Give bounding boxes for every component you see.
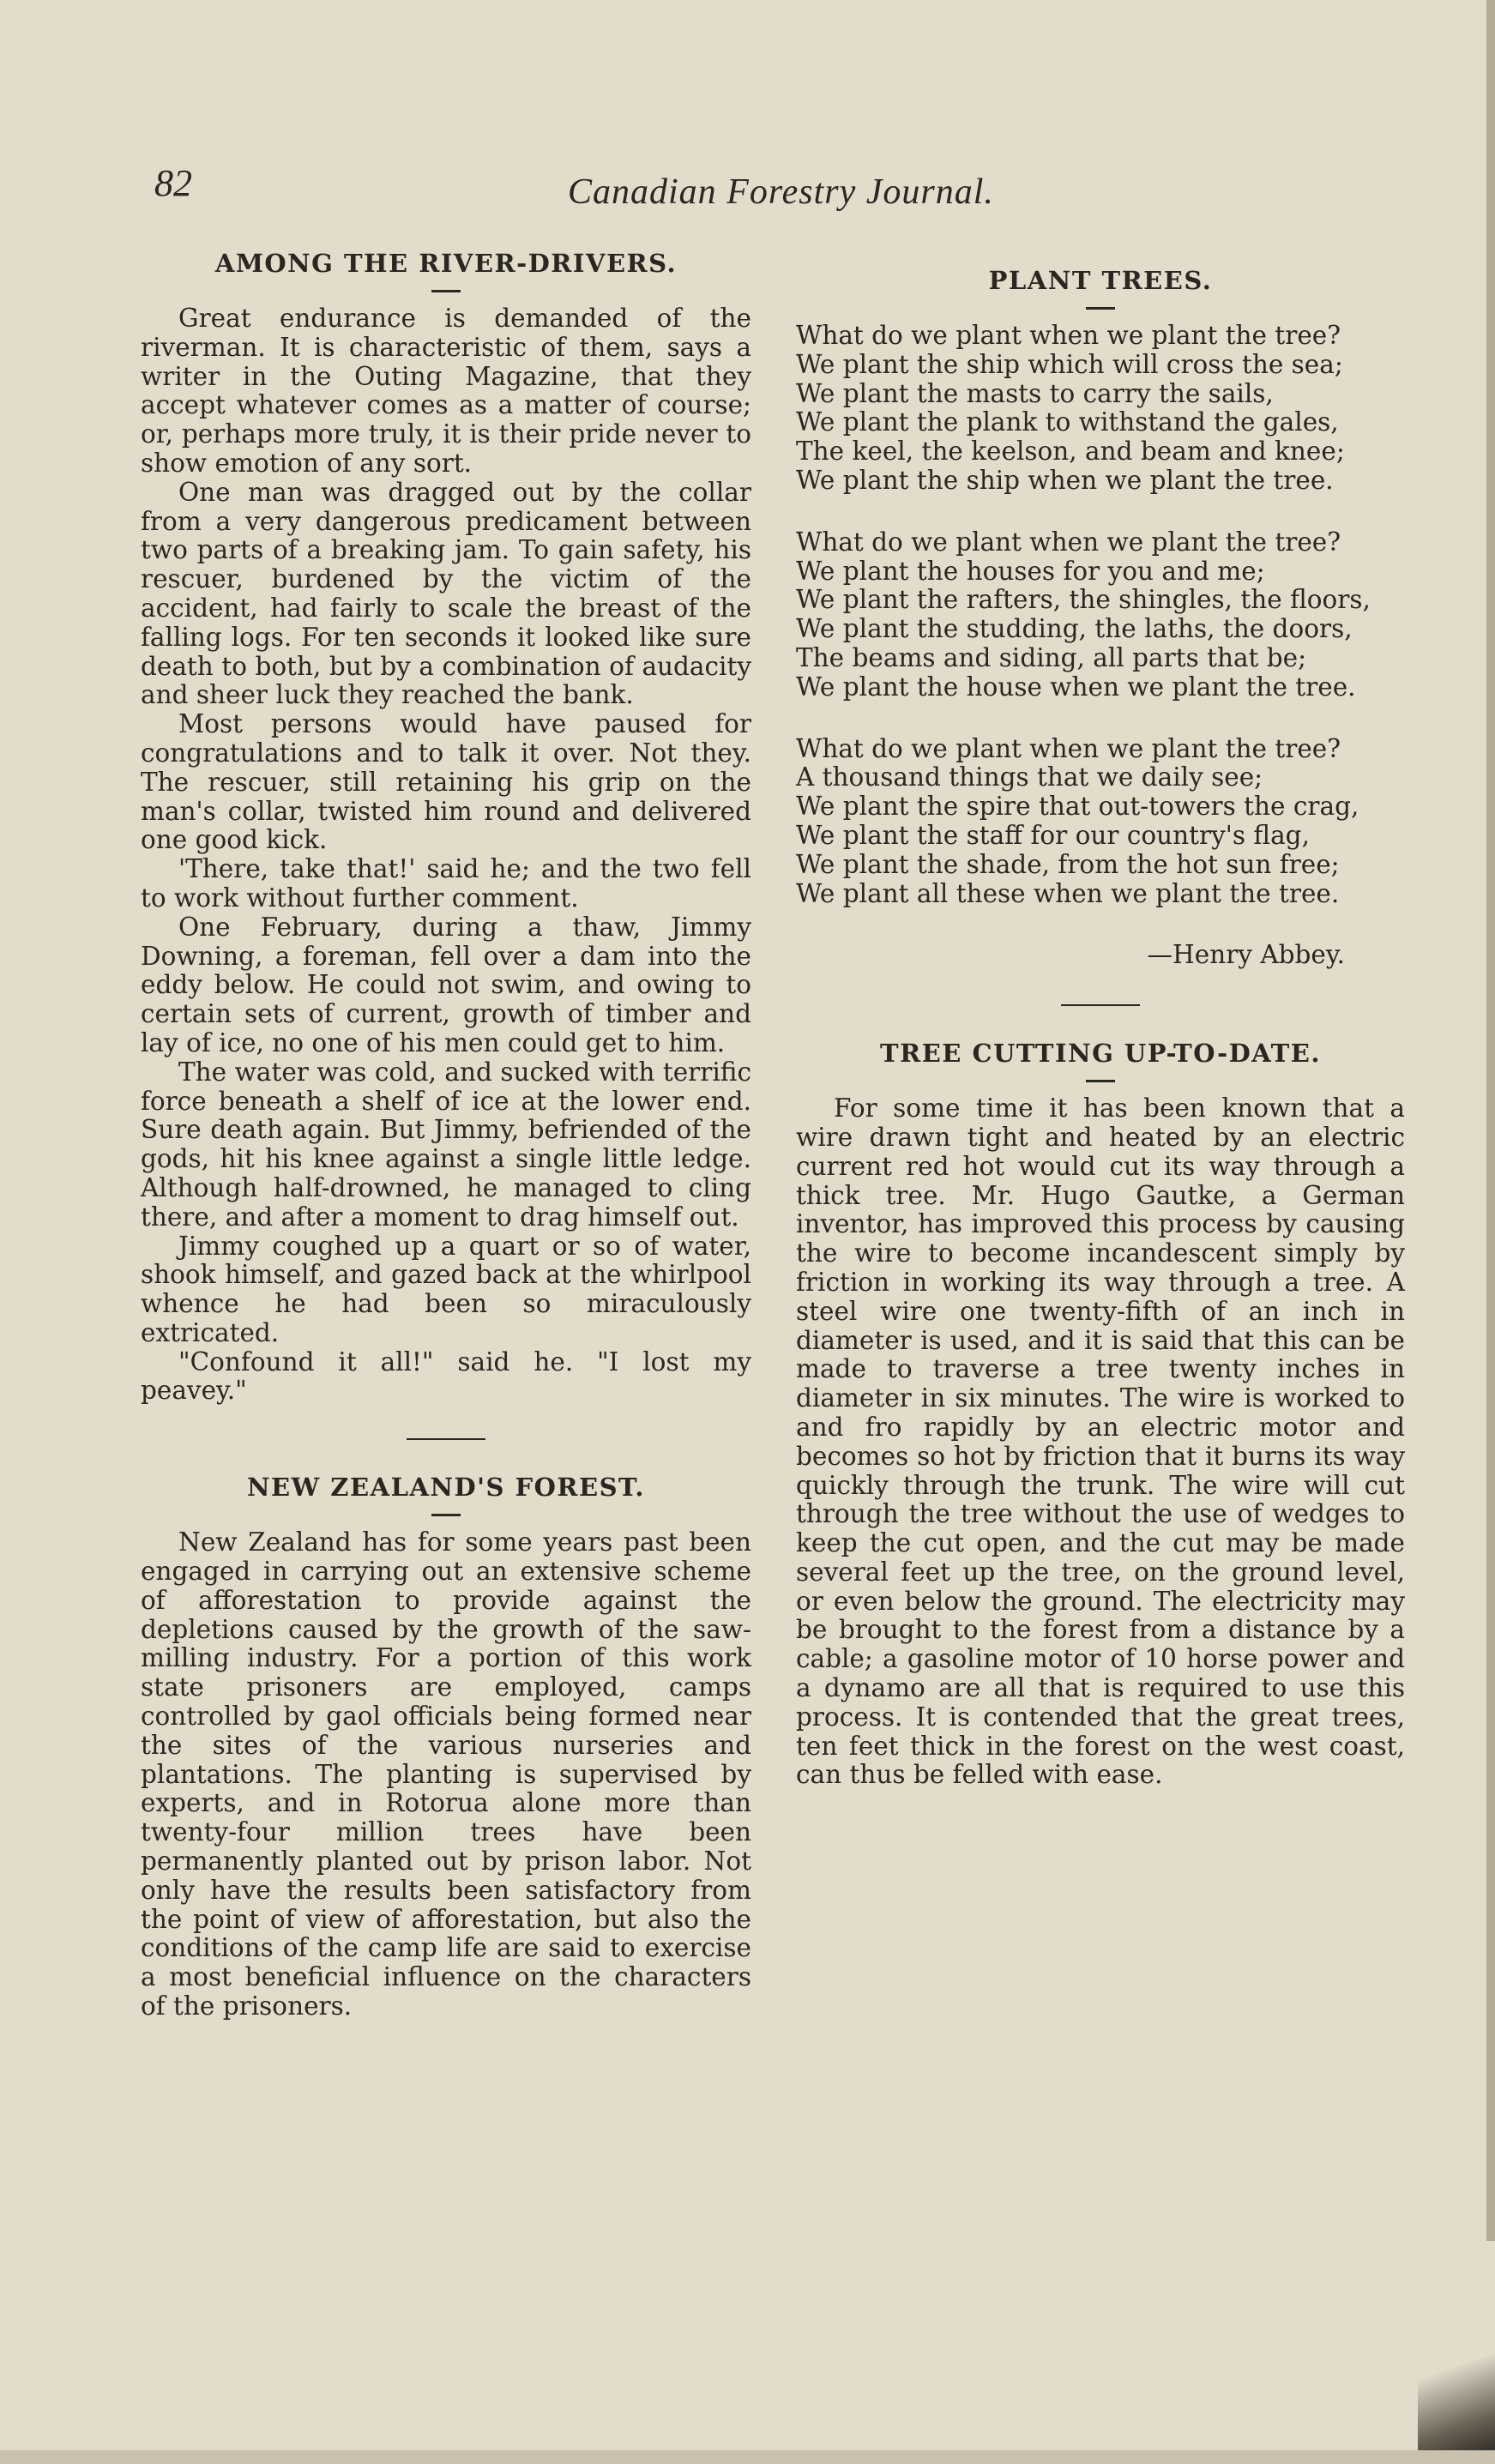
poem-line: A thousand things that we daily see; — [796, 762, 1263, 792]
stanza — [796, 735, 1405, 909]
heading-dash — [1086, 1080, 1115, 1082]
poem-line: What do we plant when we plant the tree? — [796, 527, 1341, 557]
heading-dash — [431, 290, 461, 292]
page-edge — [1486, 0, 1495, 2464]
poem-line: We plant the spire that out-towers the crag, — [796, 792, 1359, 822]
article-heading: NEW ZEALAND'S FOREST. — [247, 1473, 645, 1503]
page-corner-shadow — [1418, 2241, 1495, 2464]
poem-plant-trees — [796, 266, 1405, 970]
page-header — [0, 161, 1495, 221]
poem-line: We plant the houses for you and me; — [796, 556, 1265, 586]
poem-line: We plant the shade, from the hot sun free; — [796, 849, 1340, 879]
paragraph: 'There, take that!' said he; and the two fell to work without further comment. — [141, 854, 751, 913]
article-body — [796, 1094, 1405, 1790]
heading-dash — [1086, 307, 1115, 310]
paragraph: "Confound it all!" said he. "I lost my peavey." — [141, 1346, 751, 1406]
paragraph: New Zealand has for some years past been engaged in carrying out an extensive scheme of afforestation to provide against the depletions caused by the growth of the saw-milling industry. For a portion of this work state prisoners are employed, camps controlled by gaol officials being formed near the sites of the various nurseries and plantations. The planting is supervised by experts, and in Rotorua alone more than twenty-four million trees have been permanently planted out by prison labor. Not only have the results been satisfactory from the point of view of afforestation, but also the conditions of the camp life are said to exercise a most beneficial influence on the characters of the prisoners. — [141, 1527, 751, 2021]
paragraph: Great endurance is demanded of the riverman. It is characteristic of them, says a writer in the Outing Magazine, that they accept whatever comes as a matter of course; or, perhaps more truly, it is their pride never to show emotion of any sort. — [141, 304, 751, 478]
poem-line: We plant the rafters, the shingles, the floors, — [796, 585, 1371, 615]
running-title: Canadian Forestry Journal. — [568, 172, 994, 212]
poem-heading: PLANT TREES. — [988, 266, 1213, 295]
poem-line: We plant the masts to carry the sails, — [796, 378, 1274, 408]
right-column — [796, 266, 1405, 1790]
poem-line: We plant the house when we plant the tree. — [796, 672, 1356, 702]
paragraph: The water was cold, and sucked with terrific force beneath a shelf of ice at the lower end. Sure death again. But Jimmy, befriended of the gods, hit his knee against a single little ledge. Although half-drowned, he managed to cling there, and after a moment to drag himself out. — [141, 1057, 751, 1232]
poem-line: What do we plant when we plant the tree? — [796, 733, 1341, 763]
paragraph: One man was dragged out by the collar from a very dangerous predicament between two parts of a breaking jam. To gain safety, his rescuer, burdened by the victim of the accident, had fairly to scale the breast of the falling logs. For ten seconds it looked like sure death to both, but by a combination of audacity and sheer luck they reached the bank. — [141, 477, 751, 710]
poem-line: We plant the staff for our country's flag, — [796, 820, 1310, 850]
poem-line: We plant the ship which will cross the sea; — [796, 349, 1343, 379]
stanza — [796, 528, 1405, 702]
poem-line: The keel, the keelson, and beam and knee; — [796, 437, 1345, 467]
article-tree-cutting — [796, 1039, 1405, 1790]
poem-line: We plant the plank to withstand the gales, — [796, 407, 1339, 437]
poem-line: We plant the studding, the laths, the doors, — [796, 614, 1353, 644]
poem-attribution: —Henry Abbey. — [1147, 940, 1345, 970]
scan-border — [0, 2450, 1495, 2464]
heading-dash — [431, 1514, 461, 1516]
paragraph: For some time it has been known that a wire drawn tight and heated by an electric current red hot would cut its way through a thick tree. Mr. Hugo Gautke, a German inventor, has improved this process by causing the wire to become incandescent simply by friction in working its way through a tree. A steel wire one twenty-fifth of an inch in diameter is used, and it is said that this can be made to traverse a tree twenty inches in diameter in six minutes. The wire is worked to and fro rapidly by an electric motor and becomes so hot by friction that it burns its way quickly through the trunk. The wire will cut through the tree without the use of wedges to keep the cut open, and the cut may be made several feet up the tree, on the ground level, or even below the ground. The electricity may be brought to the forest from a distance by a cable; a gasoline motor of 10 horse power and a dynamo are all that is required to use this process. It is contended that the great trees, ten feet thick in the forest on the west coast, can thus be felled with ease. — [796, 1093, 1405, 1790]
page-number: 82 — [154, 162, 192, 204]
poem-line: We plant all these when we plant the tree. — [796, 878, 1340, 908]
left-column — [141, 249, 751, 2021]
article-body — [141, 1528, 751, 2021]
paragraph: One February, during a thaw, Jimmy Downing, a foreman, fell over a dam into the eddy below. He could not swim, and owing to certain sets of current, growth of timber and lay of ice, no one of his men could get to him. — [141, 912, 751, 1057]
stanza — [796, 322, 1405, 496]
article-river-drivers — [141, 249, 751, 1406]
poem-line: We plant the ship when we plant the tree. — [796, 465, 1334, 495]
paragraph: Jimmy coughed up a quart or so of water, shook himself, and gazed back at the whirlpool whence he had been so miraculously extricated. — [141, 1231, 751, 1347]
article-heading: TREE CUTTING UP-TO-DATE. — [880, 1039, 1321, 1069]
poem-line: The beams and siding, all parts that be; — [796, 642, 1307, 672]
poem-line: What do we plant when we plant the tree? — [796, 321, 1341, 350]
section-divider — [1061, 1004, 1140, 1006]
article-new-zealand — [141, 1473, 751, 2021]
poem-body — [796, 322, 1405, 970]
article-body — [141, 304, 751, 1406]
paragraph: Most persons would have paused for congratulations and to talk it over. Not they. The rescuer, still retaining his grip on the man's collar, twisted him round and delivered one good kick. — [141, 709, 751, 855]
article-heading: AMONG THE RIVER-DRIVERS. — [214, 249, 678, 278]
section-divider — [407, 1438, 485, 1440]
